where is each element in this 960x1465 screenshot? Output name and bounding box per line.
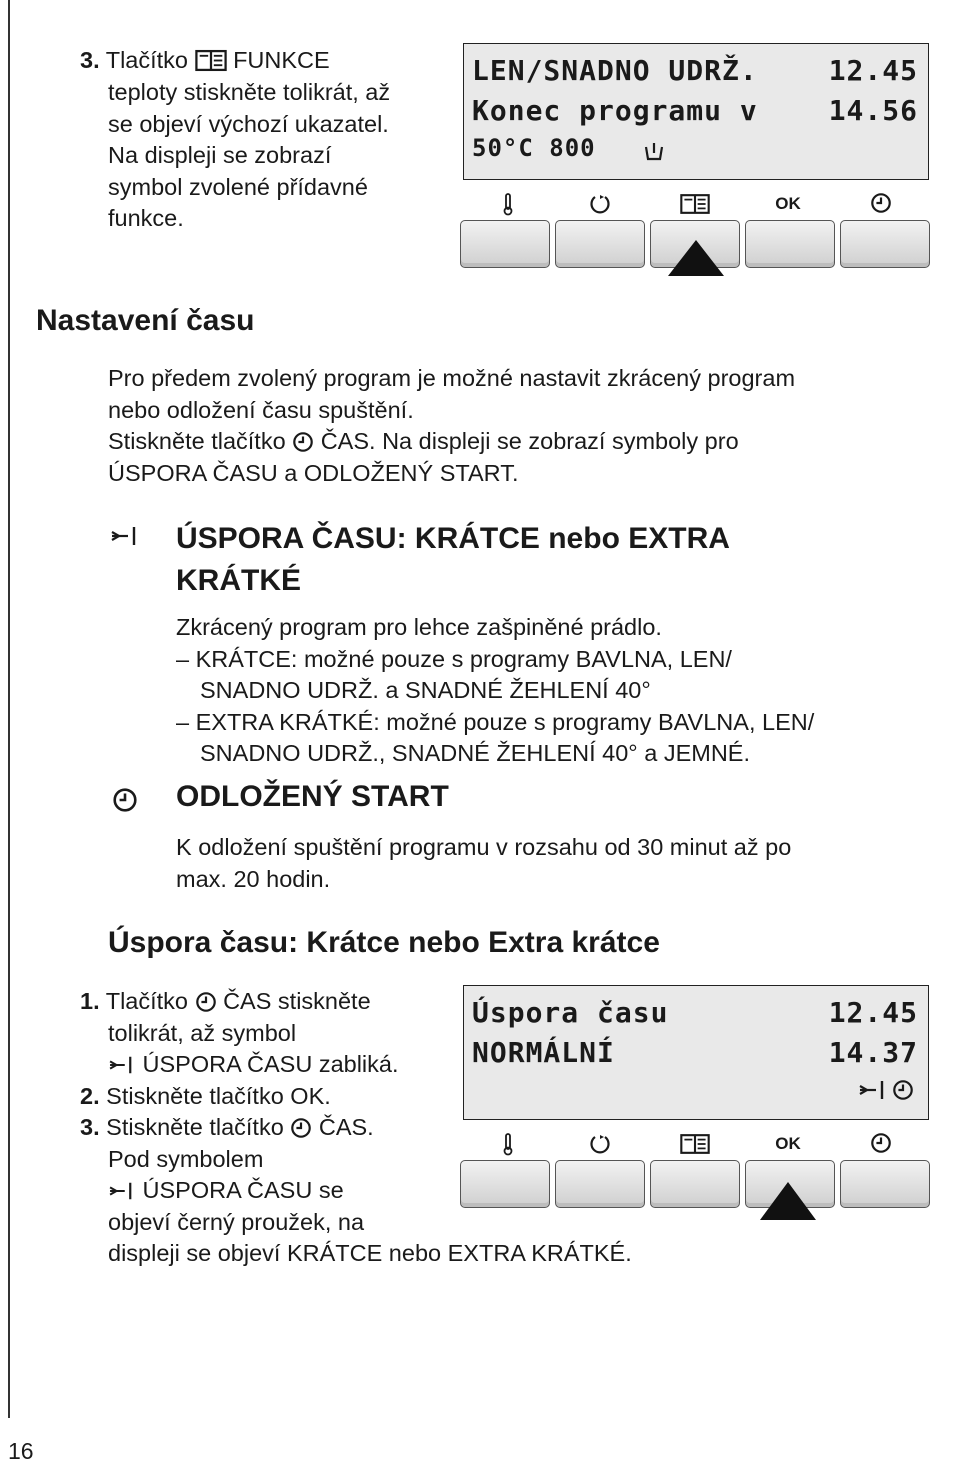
page-number: 16 <box>8 1438 34 1464</box>
step3-top <box>80 45 450 77</box>
text-line: – EXTRA KRÁTKÉ: možné pouze s programy BAVLNA, LEN/ <box>176 708 815 735</box>
left-margin-rule <box>8 0 10 1418</box>
spin-icon <box>588 192 612 216</box>
text-span: Stiskněte tlačítko <box>108 428 286 454</box>
text-line: displeji se objeví KRÁTCE nebo EXTRA KRÁTKÉ. <box>108 1240 632 1266</box>
book-icon <box>195 49 227 72</box>
control-panel-1 <box>458 190 932 280</box>
text-line <box>80 1175 450 1207</box>
time-saving-icon <box>108 1180 136 1202</box>
ok-label: OK <box>775 194 801 213</box>
sub1-title <box>176 518 730 602</box>
sub2-title: ODLOŽENÝ START <box>176 780 449 813</box>
temperature-button[interactable] <box>460 1160 550 1208</box>
text-line: max. 20 hodin. <box>176 865 331 892</box>
clock-icon <box>892 1079 914 1101</box>
step3-top-lines <box>108 77 468 235</box>
text-line <box>108 426 928 458</box>
text-line: tolikrát, až symbol <box>108 1019 297 1046</box>
text-line: SNADNO UDRŽ. a SNADNÉ ŽEHLENÍ 40° <box>200 677 651 703</box>
text-span: Stiskněte tlačítko OK. <box>106 1082 331 1109</box>
time-button[interactable] <box>840 1160 930 1208</box>
section-title: Nastavení času <box>36 304 255 337</box>
lcd-text: NORMÁLNÍ <box>472 1036 615 1069</box>
text-line: K odložení spuštění programu v rozsahu od 30 minut až po <box>176 834 792 860</box>
text-span: Stiskněte tlačítko <box>106 1114 284 1140</box>
title-line: ÚSPORA ČASU: KRÁTCE nebo EXTRA <box>176 522 730 555</box>
text-span: ÚSPORA ČASU se <box>142 1177 344 1203</box>
text-line: objeví černý proužek, na <box>108 1208 365 1235</box>
lcd-display-2 <box>463 985 929 1120</box>
book-icon <box>680 1133 710 1155</box>
lcd-text: Konec programu v <box>472 94 758 127</box>
step-number: 1. <box>80 988 100 1014</box>
clock-icon <box>195 991 217 1013</box>
function-button[interactable] <box>650 1160 740 1208</box>
spin-button[interactable] <box>555 220 645 268</box>
step-number: 3. <box>80 1114 100 1140</box>
control-panel-2 <box>458 1130 932 1226</box>
text-span: ČAS. Na displeji se zobrazí symboly pro <box>320 428 739 454</box>
rinse-icon <box>642 139 666 163</box>
step-text: FUNKCE <box>233 47 330 73</box>
text-line: Pro předem zvolený program je možné nastavit zkrácený program <box>108 365 796 391</box>
clock-icon <box>112 787 138 813</box>
lcd-time: 12.45 <box>828 996 918 1029</box>
book-icon <box>680 193 710 215</box>
section1-intro <box>108 363 928 489</box>
lcd-display-1 <box>463 43 929 180</box>
text-line: funkce. <box>108 205 184 231</box>
spin-button[interactable] <box>555 1160 645 1208</box>
step-text: Tlačítko <box>105 47 188 73</box>
text-line: teploty stiskněte tolikrát, až <box>108 79 391 105</box>
step-number: 3. <box>80 47 100 73</box>
sub1-body <box>176 612 936 770</box>
text-line: ÚSPORA ČASU a ODLOŽENÝ START. <box>108 459 519 486</box>
press-arrow-icon <box>758 1180 818 1222</box>
text-line: symbol zvolené přídavné <box>108 173 368 200</box>
lcd-text: 50°C 800 <box>472 134 596 162</box>
text-span: ÚSPORA ČASU zabliká. <box>142 1051 399 1077</box>
text-line: se objeví výchozí ukazatel. <box>108 110 389 137</box>
spin-icon <box>588 1132 612 1156</box>
text-line: Na displeji se zobrazí <box>108 142 332 168</box>
lcd-time: 12.45 <box>828 54 918 87</box>
clock-icon <box>870 1132 892 1154</box>
text-span: ČAS stiskněte <box>223 988 371 1014</box>
text-line: Pod symbolem <box>108 1145 264 1172</box>
text-line <box>80 1049 450 1081</box>
ok-label: OK <box>775 1134 801 1153</box>
clock-icon <box>290 1117 312 1139</box>
lcd-time: 14.37 <box>828 1036 918 1069</box>
press-arrow-icon <box>666 238 726 278</box>
text-line: – KRÁTCE: možné pouze s programy BAVLNA, LEN/ <box>176 645 732 672</box>
thermometer-icon <box>502 192 514 216</box>
step-3 <box>80 1112 450 1144</box>
text-span: Tlačítko <box>105 988 188 1014</box>
time-saving-icon <box>108 1054 136 1076</box>
step-1 <box>80 986 450 1018</box>
title-line: KRÁTKÉ <box>176 564 301 597</box>
step-2 <box>80 1081 450 1113</box>
ok-button[interactable] <box>745 220 835 268</box>
thermometer-icon <box>502 1132 514 1156</box>
sub2-body <box>176 832 936 895</box>
lcd-text: Úspora času <box>472 996 669 1029</box>
text-line: nebo odložení času spuštění. <box>108 396 414 423</box>
time-saving-icon <box>110 524 140 548</box>
step-number: 2. <box>80 1082 100 1109</box>
lcd-text: LEN/SNADNO UDRŽ. <box>472 54 758 87</box>
text-line: SNADNO UDRŽ., SNADNÉ ŽEHLENÍ 40° a JEMNÉ. <box>200 740 751 766</box>
time-saving-icon <box>858 1078 888 1102</box>
section-title: Úspora času: Krátce nebo Extra krátce <box>108 926 660 959</box>
clock-icon <box>870 192 892 214</box>
time-button[interactable] <box>840 220 930 268</box>
clock-icon <box>292 431 314 453</box>
text-line: Zkrácený program pro lehce zašpiněné prádlo. <box>176 614 662 640</box>
text-span: ČAS. <box>318 1114 374 1140</box>
lcd-time: 14.56 <box>828 94 918 127</box>
temperature-button[interactable] <box>460 220 550 268</box>
